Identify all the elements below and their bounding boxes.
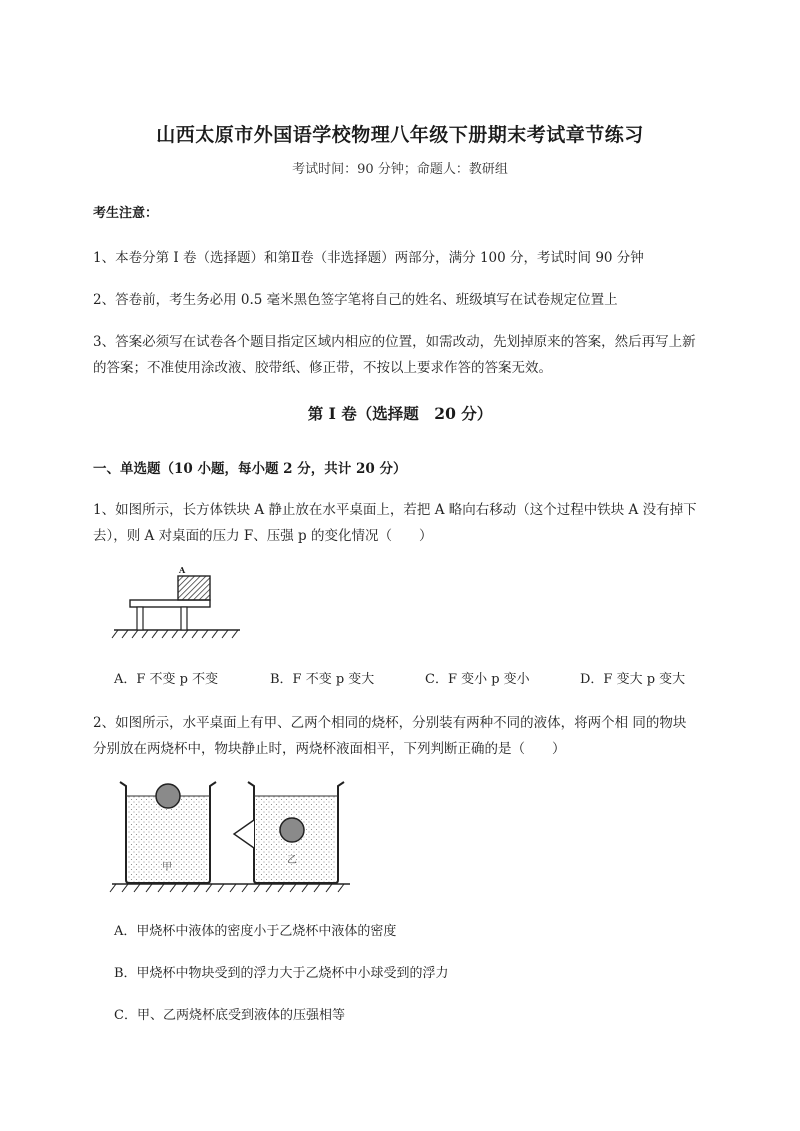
question-2-line-1: 2、如图所示，水平桌面上有甲、乙两个相同的烧杯，分别装有两种不同的液体，将两个相 同的物块 <box>93 715 687 731</box>
question-2-option-b[interactable]: B．甲烧杯中物块受到的浮力大于乙烧杯中小球受到的浮力 <box>114 966 449 981</box>
question-1-figure <box>110 564 250 644</box>
question-2-figure <box>110 778 355 898</box>
notice-item-2: 2、答卷前，考生务必用 0.5 毫米黑色签字笔将自己的姓名、班级填写在试卷规定位置上 <box>93 292 618 308</box>
question-1-option-c[interactable]: C．F 变小 p 变小 <box>425 672 530 687</box>
beaker-left-label: 甲 <box>162 862 172 873</box>
beaker-right-label: 乙 <box>287 855 297 866</box>
question-1-line-1: 1、如图所示，长方体铁块 A 静止放在水平桌面上，若把 A 略向右移动（这个过程中铁块 A 没有掉下 <box>93 502 697 518</box>
question-2-line-2: 分别放在两烧杯中，物块静止时，两烧杯液面相平，下列判断正确的是（ ） <box>93 741 566 757</box>
question-2-option-c[interactable]: C．甲、乙两烧杯底受到液体的压强相等 <box>114 1008 345 1023</box>
section-title: 第 I 卷（选择题 20 分） <box>307 404 493 423</box>
notice-item-1: 1、本卷分第 I 卷（选择题）和第Ⅱ卷（非选择题）两部分，满分 100 分，考试时间 90 分钟 <box>93 250 644 266</box>
part-heading: 一、单选题（10 小题，每小题 2 分，共计 20 分） <box>93 461 407 477</box>
question-1-line-2: 去），则 A 对桌面的压力 F、压强 p 的变化情况（ ） <box>93 528 433 544</box>
block-a-label: A <box>179 565 186 575</box>
notice-item-3-line-1: 3、答案必须写在试卷各个题目指定区域内相应的位置，如需改动，先划掉原来的答案，然后再写上新 <box>93 334 696 350</box>
question-2-option-a[interactable]: A．甲烧杯中液体的密度小于乙烧杯中液体的密度 <box>114 924 397 939</box>
exam-subtitle: 考试时间：90 分钟；命题人：教研组 <box>292 162 508 177</box>
notice-heading: 考生注意： <box>93 206 159 221</box>
exam-title: 山西太原市外国语学校物理八年级下册期末考试章节练习 <box>156 124 644 146</box>
question-1-option-d[interactable]: D．F 变大 p 变大 <box>580 672 686 687</box>
notice-item-3-line-2: 的答案；不准使用涂改液、胶带纸、修正带，不按以上要求作答的答案无效。 <box>93 360 552 376</box>
question-1-option-a[interactable]: A．F 不变 p 不变 <box>114 672 219 687</box>
question-1-option-b[interactable]: B．F 不变 p 变大 <box>270 672 375 687</box>
